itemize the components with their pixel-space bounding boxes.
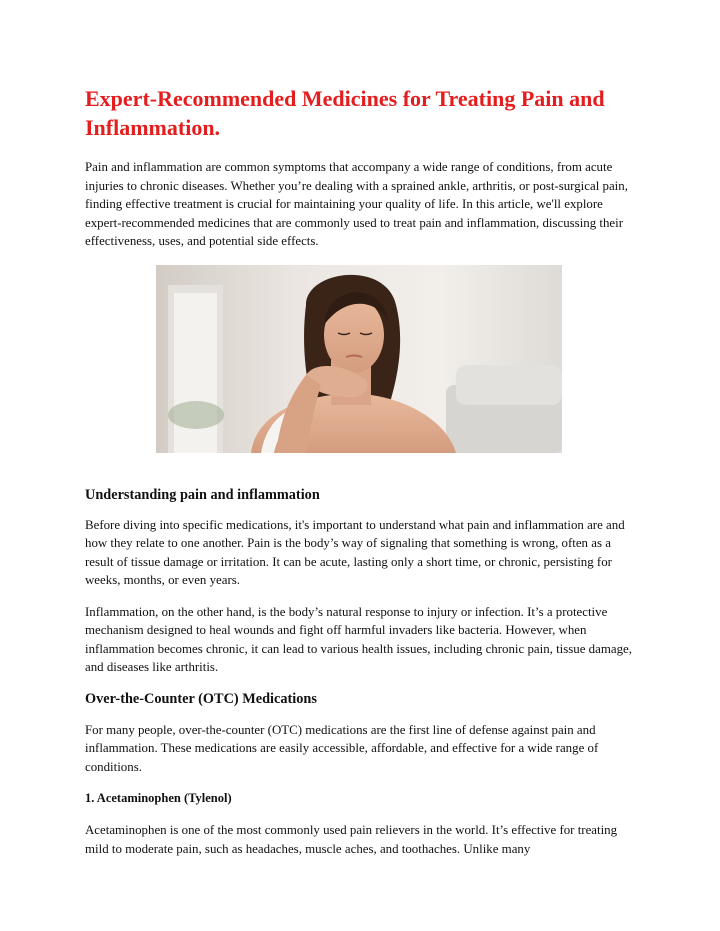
article-title: Expert-Recommended Medicines for Treating Pain and Inflammation. xyxy=(85,86,605,140)
section-heading-understanding: Understanding pain and inflammation xyxy=(85,486,320,503)
hero-image xyxy=(156,265,562,453)
article xyxy=(85,84,640,858)
intro-paragraph: Pain and inflammation are common symptoms that accompany a wide range of conditions, from acute injuries to chronic diseases. Whether you’re dealing with a sprained ankle, arthritis, or post-surgical pain, finding effective treatment is crucial for maintaining your quality of life. In this article, we'll explore expert-recommended medicines that are commonly used to treat pain and inflammation, discussing their effectiveness, uses, and potential side effects. xyxy=(85,160,628,248)
paragraph-acetaminophen: Acetaminophen is one of the most commonly used pain relievers in the world. It’s effective for treating mild to moderate pain, such as headaches, muscle aches, and toothaches. Unlike many xyxy=(85,823,618,856)
paragraph-inflammation: Inflammation, on the other hand, is the body’s natural response to injury or infection. It’s a protective mechanism designed to heal wounds and fight off harmful invaders like bacteria. However, when inflammation becomes chronic, it can lead to various health issues, including chronic pain, tissue damage, and diseases like arthritis. xyxy=(85,604,632,674)
woman-neck-pain-photo xyxy=(156,265,562,453)
paragraph-otc: For many people, over-the-counter (OTC) medications are the first line of defense against pain and inflammation. These medications are easily accessible, affordable, and effective for a wide range of conditions. xyxy=(85,722,599,774)
paragraph-pain-definition: Before diving into specific medications, it's important to understand what pain and inflammation are and how they relate to one another. Pain is the body’s way of signaling that something is wrong, often as a result of tissue damage or irritation. It can be acute, lasting only a short time, or chronic, persisting for weeks, months, or even years. xyxy=(85,517,625,587)
subheading-acetaminophen: 1. Acetaminophen (Tylenol) xyxy=(85,791,232,805)
section-heading-otc: Over-the-Counter (OTC) Medications xyxy=(85,690,317,707)
